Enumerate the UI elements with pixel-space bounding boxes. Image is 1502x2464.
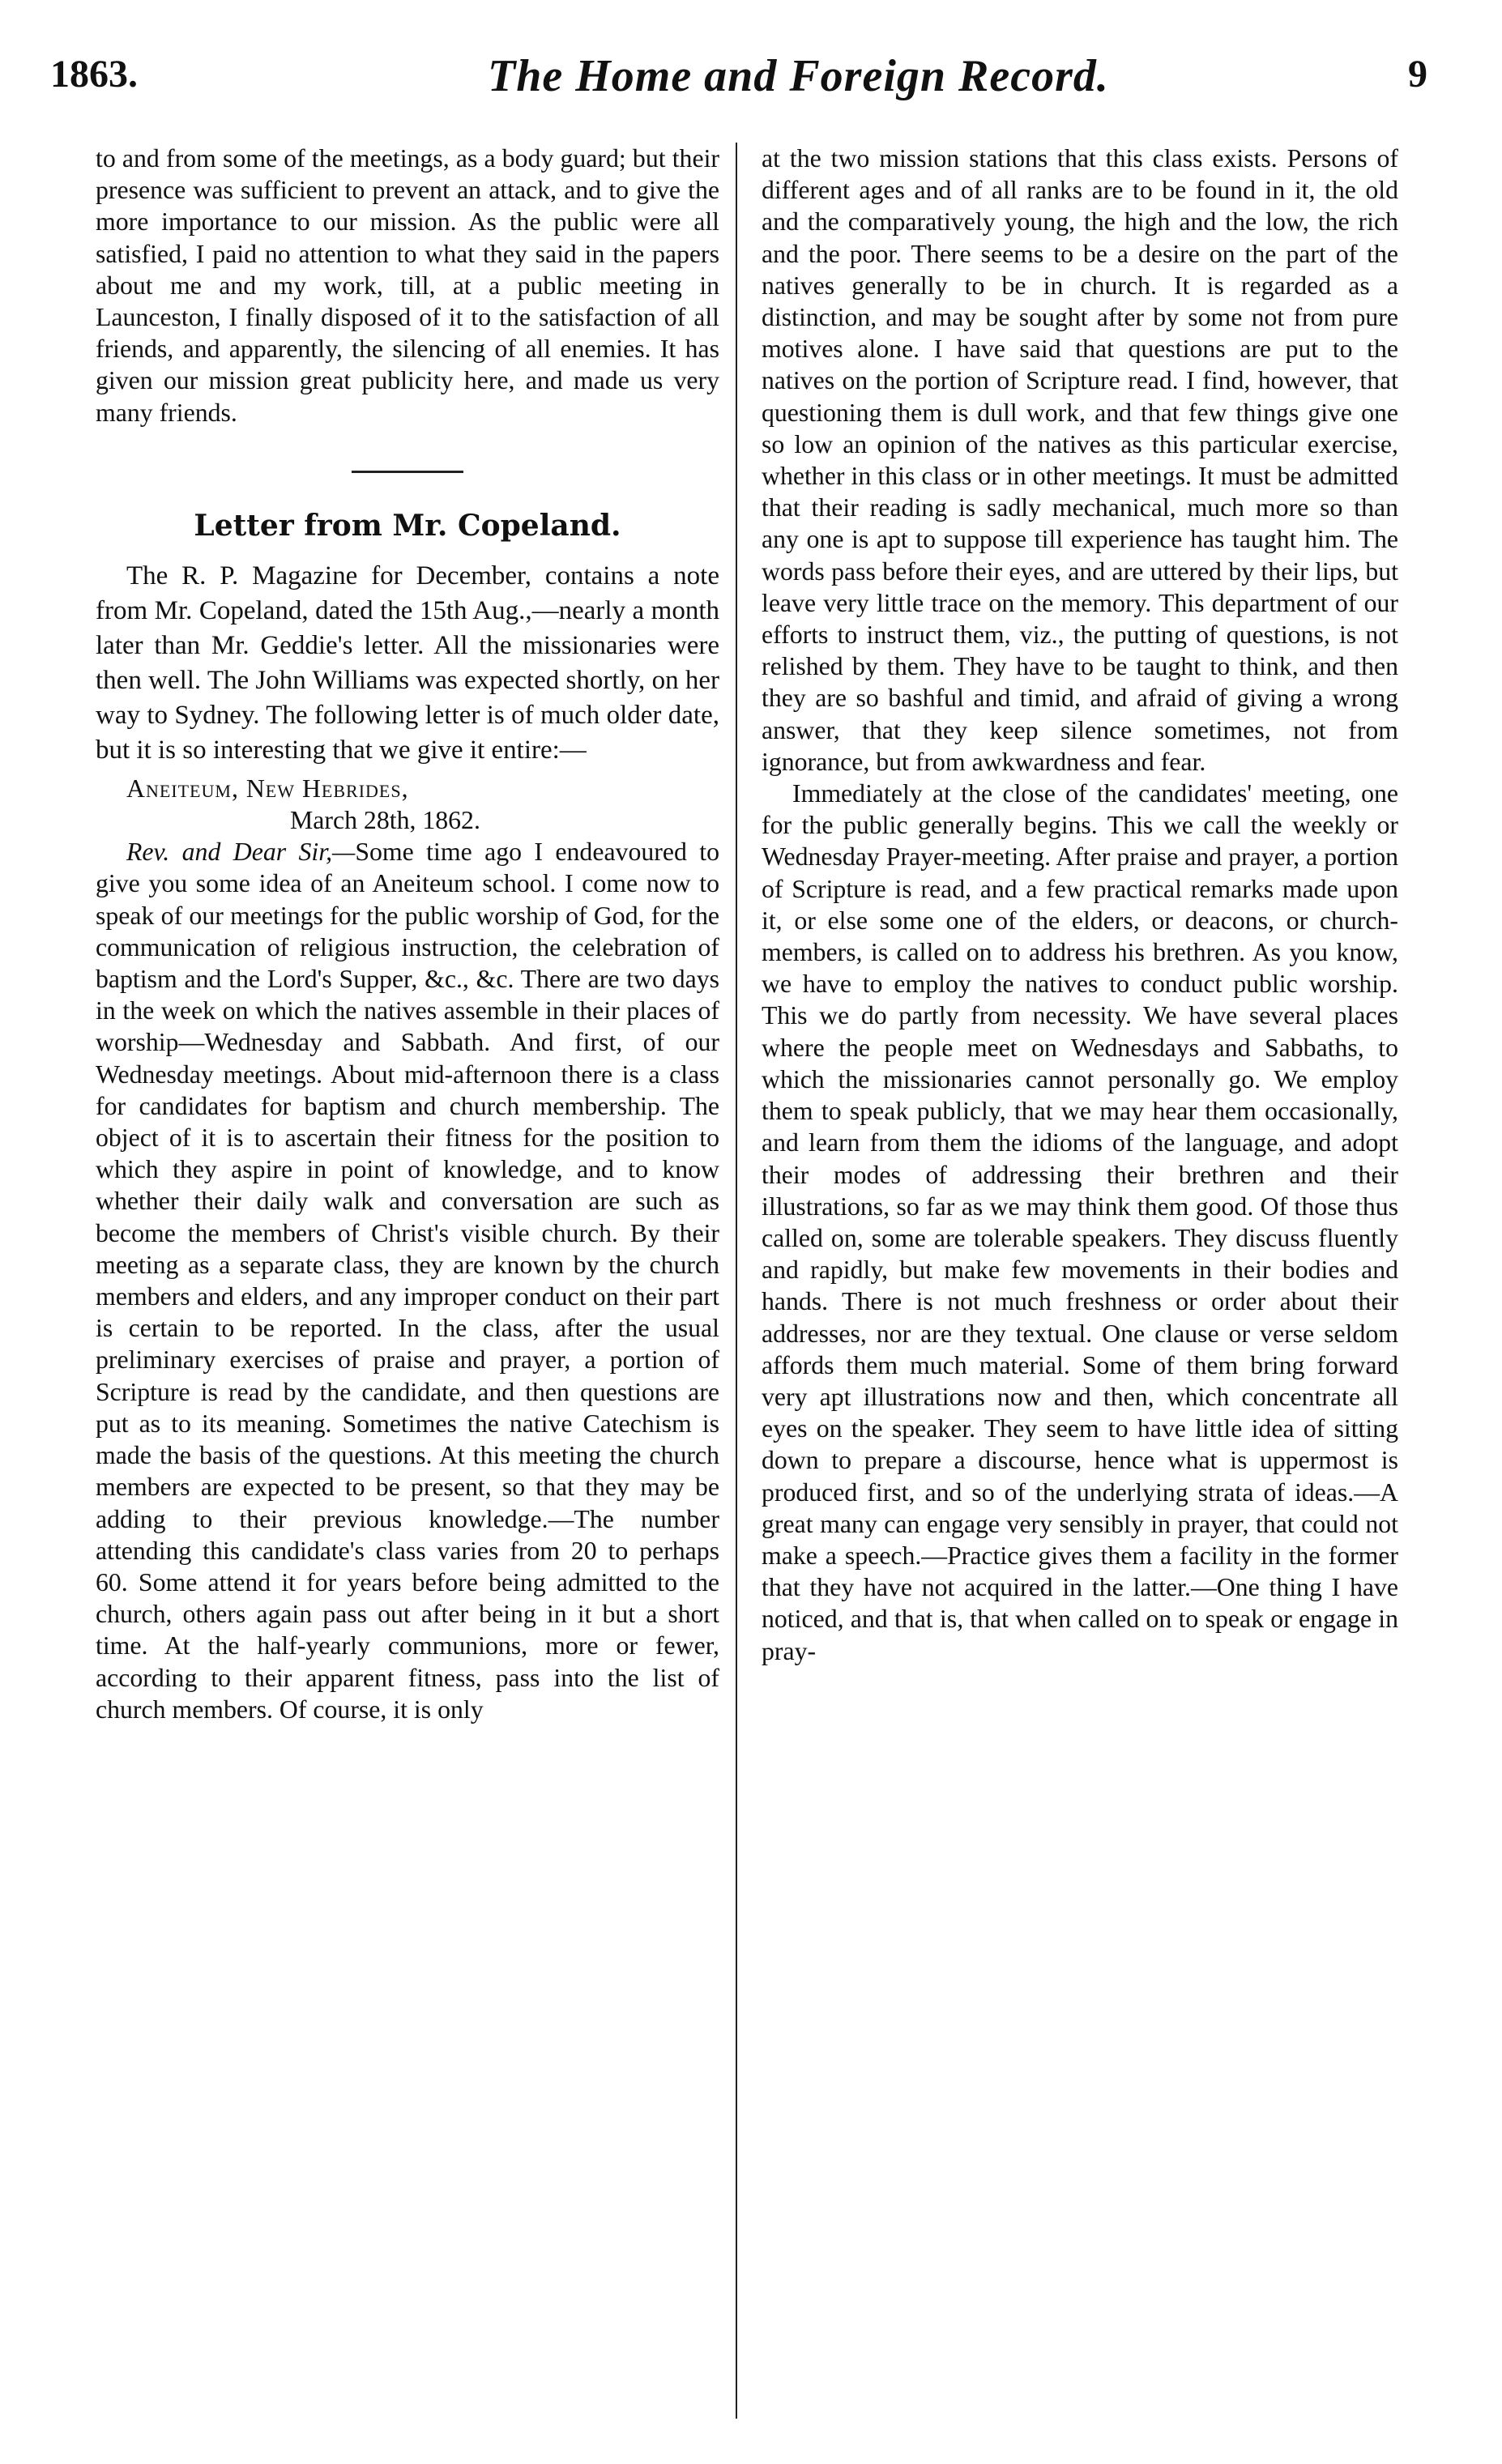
dateline-place: Aneiteum, New Hebrides, — [126, 774, 409, 803]
section-rule — [352, 471, 463, 473]
letter-dateline — [96, 773, 719, 836]
right-paragraph-continued: at the two mission stations that this class exists. Persons of different ages and of all ranks are to be found in it, the old and the comparatively young, the high and the low, the rich and the poor. There seems to be a desire on the part of the natives generally to be in church. It is regarded as a distinction, and may be sought after by some not from pure motives alone. I have said that questions are put to the natives on the portion of Scripture read. I find, however, that questioning them is dull work, and that few things give one so low an opinion of the natives as this particular exercise, whether in this class or in other meetings. It must be admitted that their reading is sadly mechanical, much more so than any one is apt to suppose till experience has taught him. The words pass before their eyes, and are uttered by their lips, but leave very little trace on the memory. This department of our efforts to instruct them, viz., the putting of questions, is not relished by them. They have to be taught to think, and then they are so bashful and timid, and afraid of giving a wrong answer, that they keep silence sometimes, not from ignorance, but from awkwardness and fear. — [762, 144, 1398, 776]
article-intro: The R. P. Magazine for December, contains a note from Mr. Copeland, dated the 15th Aug.,—nearly a month later than Mr. Geddie's letter. All the missionaries were then well. The John Williams was expected shortly, on her way to Sydney. The following letter is of much older date, but it is so interesting that we give it entire:— — [96, 561, 719, 765]
letter-salutation: Rev. and Dear Sir,— — [126, 838, 356, 867]
dateline-date: March 28th, 1862. — [290, 806, 480, 835]
article-heading: Letter from Mr. Copeland. — [194, 508, 621, 543]
column-divider — [736, 143, 737, 2419]
page-header — [50, 52, 1427, 110]
right-paragraph-prayer-meeting: Immediately at the close of the candidates' meeting, one for the public generally begins. This we call the weekly or Wednesday Prayer-meeting. After praise and prayer, a portion of Scripture is read, and a few practical remarks made upon it, or else some one of the elders, or deacons, or church-members, is called on to address his brethren. As you know, we have to employ the natives to conduct public worship. This we do partly from necessity. We have several places where the people meet on Wednesdays and Sabbaths, to which the missionaries cannot personally go. We employ them to speak publicly, that we may hear them occasionally, and learn from them the idioms of the language, and adopt their modes of addressing their brethren and their illustrations, so far as we may think them good. Of those thus called on, some are tolerable speakers. They discuss fluently and rapidly, but make few movements in their bodies and hands. There is not much freshness or order about their addresses, nor are they textual. One clause or verse seldom affords them much material. Some of them bring forward very apt illustrations now and then, which concentrate all eyes on the speaker. They seem to have little idea of sitting down to prepare a discourse, hence what is uppermost is produced first, and so of the underlying strata of ideas.—A great many can engage very sensibly in prayer, that could not make a speech.—Practice gives them a facility in the former that they have not acquired in the latter.—One thing I have noticed, and that is, that when called on to speak or engage in pray- — [762, 779, 1398, 1665]
left-column — [96, 143, 719, 1725]
letter-paragraph — [96, 836, 719, 1725]
left-paragraph-continued: to and from some of the meetings, as a body guard; but their presence was sufficient to prevent an attack, and to give the more importance to our mission. As the public were all satisfied, I paid no attention to what they said in the papers about me and my work, till, at a public meeting in Launceston, I finally disposed of it to the satisfaction of all friends, and apparently, the silencing of all enemies. It has given our mission great publicity here, and made us very many friends. — [96, 144, 719, 427]
letter-body: Some time ago I endeavoured to give you some idea of an Aneiteum school. I come now to speak of our meetings for the public worship of God, for the communication of religious instruction, the celebration of baptism and the Lord's Supper, &c., &c. There are two days in the week on which the natives assemble in their places of worship—Wednesday and Sabbath. And first, of our Wednesday meetings. About mid-afternoon there is a class for candidates for baptism and church membership. The object of it is to ascertain their fitness for the position to which they aspire in point of knowledge, and to know whether their daily walk and conversation are such as become the members of Christ's visible church. By their meeting as a separate class, they are known by the church members and elders, and any improper conduct on their part is certain to be reported. In the class, after the usual preliminary exercises of praise and prayer, a portion of Scripture is read by the candidate, and then questions are put as to its meaning. Sometimes the native Catechism is made the basis of the questions. At this meeting the church members are expected to be present, so that they may be adding to their previous knowledge.—The number attending this candidate's class varies from 20 to perhaps 60. Some attend it for years before being admitted to the church, others again pass out after being in it but a short time. At the half-yearly communions, more or fewer, according to their apparent fitness, pass into the list of church members. Of course, it is only — [96, 838, 719, 1724]
header-year: 1863. — [50, 53, 138, 96]
header-title: The Home and Foreign Record. — [488, 51, 1109, 101]
header-page-number: 9 — [1408, 53, 1427, 96]
right-column — [762, 143, 1398, 1667]
